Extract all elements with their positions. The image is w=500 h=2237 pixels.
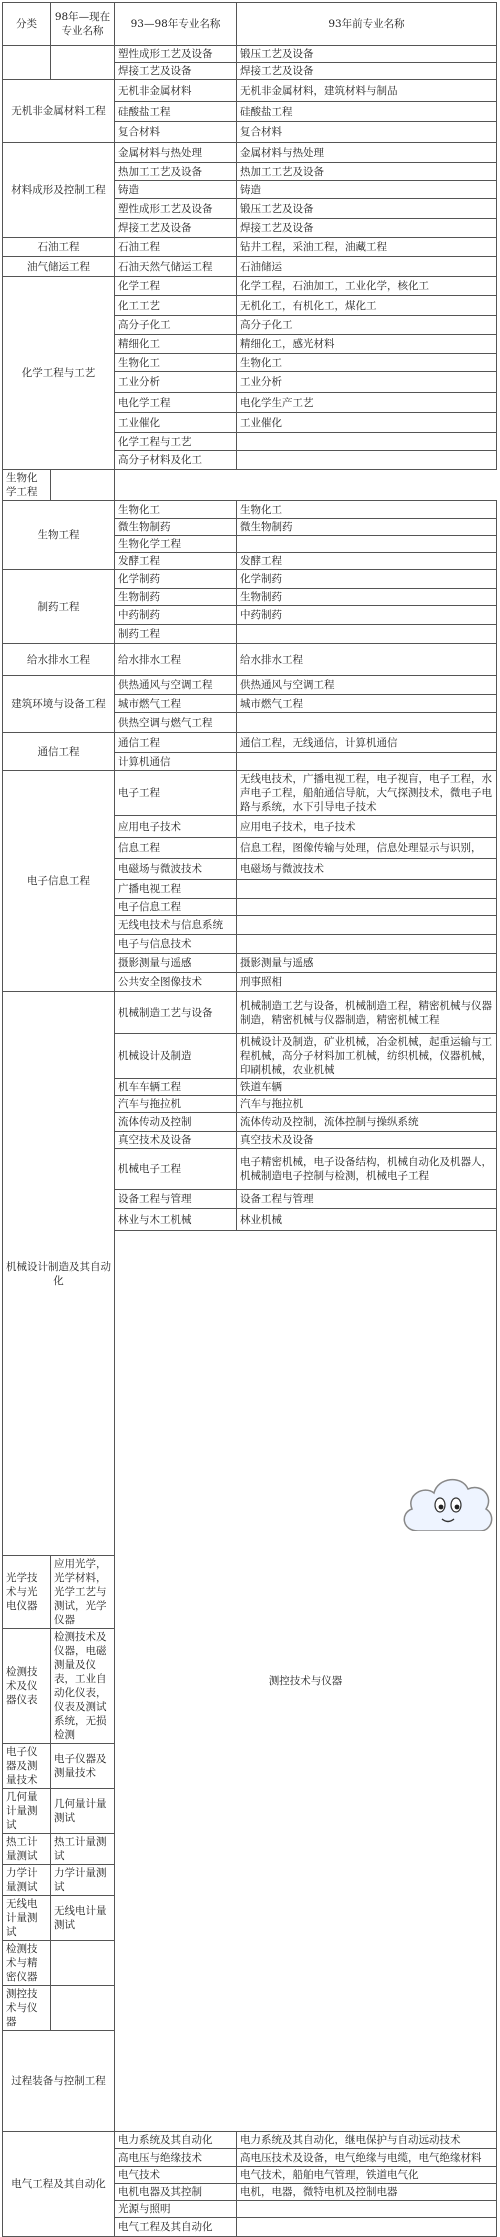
major-name-cell: 真空技术及设备: [115, 1132, 237, 1149]
major-name-cell: 光源与照明: [115, 2201, 237, 2218]
old-major-name-cell: 铸造: [237, 181, 497, 199]
table-row: [3, 644, 497, 676]
major-name-cell: 机车车辆工程: [115, 1079, 237, 1096]
category-cell: 测控技术与仪器: [115, 1231, 497, 2132]
major-name-cell: 工业催化: [115, 413, 237, 433]
old-major-name-cell: 化学制药: [237, 570, 497, 589]
category-cell: 机械设计制造及其自动化: [3, 992, 115, 1556]
old-major-name-cell: 高电压技术及设备，电气绝缘与电缆，电气绝缘材料: [237, 2149, 497, 2167]
major-name-cell: 公共安全图像技术: [115, 973, 237, 992]
major-name-cell: 光学技术与光电仪器: [3, 1556, 51, 1629]
old-major-name-cell: [237, 916, 497, 935]
major-name-cell: 通信工程: [115, 733, 237, 753]
old-major-name-cell: 生物制药: [237, 589, 497, 606]
table-row: [3, 676, 497, 695]
old-major-name-cell: [237, 713, 497, 733]
old-major-name-cell: 无线电技术，广播电视工程，电子视盲，电子工程，水声电子工程，船舶通信导航，大气探测技术，微电子电路与系统，水下引导电子技术: [237, 771, 497, 816]
old-major-name-cell: 林业机械: [237, 1209, 497, 1231]
old-major-name-cell: [51, 1941, 115, 1986]
major-name-cell: 给水排水工程: [115, 644, 237, 676]
table-row: [3, 238, 497, 257]
category-cell: 材料成形及控制工程: [3, 143, 115, 238]
major-name-cell: 生物化学工程: [3, 470, 51, 501]
major-name-cell: 高分子材料及化工: [115, 451, 237, 470]
old-major-name-cell: [237, 2201, 497, 2218]
major-name-cell: 化学制药: [115, 570, 237, 589]
major-name-cell: 摄影测量与遥感: [115, 954, 237, 973]
major-name-cell: 生物化工: [115, 354, 237, 372]
major-name-cell: 热加工工艺及设备: [115, 163, 237, 181]
major-name-cell: 热工计量测试: [3, 1834, 51, 1865]
category-cell: 给水排水工程: [3, 644, 115, 676]
header-current-name: 98年—现在专业名称: [51, 3, 115, 46]
old-major-name-cell: 工业分析: [237, 372, 497, 393]
old-major-name-cell: 精细化工，感光材料: [237, 335, 497, 354]
major-name-cell: 发酵工程: [115, 553, 237, 570]
old-major-name-cell: 电机，电器，微特电机及控制电器: [237, 2184, 497, 2201]
table-row: [3, 46, 497, 63]
major-name-cell: 力学计量测试: [3, 1865, 51, 1896]
major-name-cell: 机械设计及制造: [115, 1034, 237, 1079]
major-name-cell: 流体传动及控制: [115, 1113, 237, 1132]
table-row: [3, 733, 497, 753]
old-major-name-cell: [237, 2218, 497, 2237]
major-name-cell: 化工工艺: [115, 296, 237, 316]
header-old-name: 93年前专业名称: [237, 3, 497, 46]
table-row: [3, 501, 497, 519]
major-name-cell: 复合材料: [115, 122, 237, 143]
major-name-cell: 供热空调与燃气工程: [115, 713, 237, 733]
major-name-cell: 塑性成形工艺及设备: [115, 46, 237, 63]
major-name-cell: 机械电子工程: [115, 1149, 237, 1190]
table-row: [3, 257, 497, 277]
old-major-name-cell: 通信工程，无线通信，计算机通信: [237, 733, 497, 753]
old-major-name-cell: 电化学生产工艺: [237, 393, 497, 413]
major-comparison-table-container: [2, 2, 496, 2237]
old-major-name-cell: 应用电子技术，电子技术: [237, 816, 497, 838]
major-name-cell: 化学工程与工艺: [115, 433, 237, 451]
old-major-name-cell: [237, 880, 497, 899]
old-major-name-cell: 铁道车辆: [237, 1079, 497, 1096]
old-major-name-cell: 高分子化工: [237, 316, 497, 335]
major-name-cell: 电气工程及其自动化: [115, 2218, 237, 2237]
old-major-name-cell: [237, 753, 497, 771]
major-name-cell: 信息工程: [115, 838, 237, 859]
old-major-name-cell: 无线电计量测试: [51, 1896, 115, 1941]
old-major-name-cell: 生物化工: [237, 354, 497, 372]
old-major-name-cell: 中药制药: [237, 606, 497, 625]
current-name-cell-empty: [51, 46, 115, 80]
major-name-cell: 化学工程: [115, 277, 237, 296]
old-major-name-cell: 信息工程，图像传输与处理，信息处理显示与识别，: [237, 838, 497, 859]
major-name-cell: 应用电子技术: [115, 816, 237, 838]
old-major-name-cell: 供热通风与空调工程: [237, 676, 497, 695]
major-name-cell: 硅酸盐工程: [115, 102, 237, 122]
old-major-name-cell: 城市燃气工程: [237, 695, 497, 713]
old-major-name-cell: 流体传动及控制，流体控制与操纵系统: [237, 1113, 497, 1132]
major-name-cell: 生物化学工程: [115, 536, 237, 553]
old-major-name-cell: 应用光学，光学材料，光学工艺与测试，光学仪器: [51, 1556, 115, 1629]
old-major-name-cell: 机械制造工艺与设备，机械制造工程，精密机械与仪器制造，精密机械与仪器制造，精密机械工程: [237, 992, 497, 1034]
major-name-cell: 供热通风与空调工程: [115, 676, 237, 695]
major-name-cell: 电子工程: [115, 771, 237, 816]
major-name-cell: 金属材料与热处理: [115, 143, 237, 163]
old-major-name-cell: 焊接工艺及设备: [237, 63, 497, 80]
table-row: [3, 277, 497, 296]
major-name-cell: 铸造: [115, 181, 237, 199]
old-major-name-cell: 刑事照相: [237, 973, 497, 992]
old-major-name-cell: [237, 899, 497, 916]
category-cell: 油气储运工程: [3, 257, 115, 277]
major-name-cell: 广播电视工程: [115, 880, 237, 899]
major-name-cell: 高电压与绝缘技术: [115, 2149, 237, 2167]
old-major-name-cell: 金属材料与热处理: [237, 143, 497, 163]
old-major-name-cell: 无机化工，有机化工，煤化工: [237, 296, 497, 316]
category-cell: 通信工程: [3, 733, 115, 771]
major-name-cell: 电子仪器及测量技术: [3, 1744, 51, 1789]
major-name-cell: 林业与木工机械: [115, 1209, 237, 1231]
old-major-name-cell: [237, 935, 497, 954]
old-major-name-cell: 电气技术，船舶电气管理，铁道电气化: [237, 2167, 497, 2184]
major-name-cell: 电子与信息技术: [115, 935, 237, 954]
cloud-mascot-icon: [396, 1469, 496, 1531]
major-name-cell: 电子信息工程: [115, 899, 237, 916]
major-name-cell: 石油工程: [115, 238, 237, 257]
major-name-cell: 焊接工艺及设备: [115, 219, 237, 238]
old-major-name-cell: 给水排水工程: [237, 644, 497, 676]
old-major-name-cell: 锻压工艺及设备: [237, 46, 497, 63]
major-name-cell: 生物化工: [115, 501, 237, 519]
major-comparison-table: [2, 2, 497, 2237]
old-major-name-cell: 电磁场与微波技术: [237, 859, 497, 880]
major-name-cell: 石油天然气储运工程: [115, 257, 237, 277]
major-name-cell: 无线电技术与信息系统: [115, 916, 237, 935]
old-major-name-cell: 热工计量测试: [51, 1834, 115, 1865]
major-name-cell: 无线电计量测试: [3, 1896, 51, 1941]
old-major-name-cell: 摄影测量与遥感: [237, 954, 497, 973]
old-major-name-cell: 焊接工艺及设备: [237, 219, 497, 238]
major-name-cell: 无机非金属材料: [115, 80, 237, 102]
table-row: [3, 470, 497, 501]
old-major-name-cell: 检测技术及仪器，电磁测量及仪表，工业自动化仪表，仪表及测试系统，无损检测: [51, 1629, 115, 1744]
category-cell: 电气工程及其自动化: [3, 2132, 115, 2237]
old-major-name-cell: 电子精密机械，电子设备结构，机械自动化及机器人，机械制造电子控制与检测，机械电子工程: [237, 1149, 497, 1190]
category-cell-empty: [3, 46, 51, 80]
old-major-name-cell: [51, 470, 115, 501]
old-major-name-cell: 硅酸盐工程: [237, 102, 497, 122]
old-major-name-cell: [237, 433, 497, 451]
old-major-name-cell: 机械设计及制造，矿业机械，冶金机械，起重运输与工程机械，高分子材料加工机械，纺织机械，仪器机械，印刷机械，农业机械: [237, 1034, 497, 1079]
old-major-name-cell: 化学工程，石油加工，工业化学，核化工: [237, 277, 497, 296]
major-name-cell: 电磁场与微波技术: [115, 859, 237, 880]
old-major-name-cell: 设备工程与管理: [237, 1190, 497, 1209]
table-row: [3, 2132, 497, 2149]
old-major-name-cell: 锻压工艺及设备: [237, 199, 497, 219]
major-name-cell: 精细化工: [115, 335, 237, 354]
category-cell: 化学工程与工艺: [3, 277, 115, 470]
major-name-cell: 电化学工程: [115, 393, 237, 413]
old-major-name-cell: 真空技术及设备: [237, 1132, 497, 1149]
major-name-cell: 工业分析: [115, 372, 237, 393]
category-cell: 石油工程: [3, 238, 115, 257]
table-header-row: [3, 3, 497, 46]
category-cell: 生物工程: [3, 501, 115, 570]
major-name-cell: 焊接工艺及设备: [115, 63, 237, 80]
old-major-name-cell: [237, 625, 497, 644]
old-major-name-cell: 复合材料: [237, 122, 497, 143]
major-name-cell: 电力系统及其自动化: [115, 2132, 237, 2149]
old-major-name-cell: 力学计量测试: [51, 1865, 115, 1896]
old-major-name-cell: 生物化工: [237, 501, 497, 519]
major-name-cell: 电气技术: [115, 2167, 237, 2184]
major-name-cell: 计算机通信: [115, 753, 237, 771]
major-name-cell: 中药制药: [115, 606, 237, 625]
table-row: [3, 570, 497, 589]
old-major-name-cell: 电力系统及其自动化，继电保护与自动远动技术: [237, 2132, 497, 2149]
old-major-name-cell: 石油储运: [237, 257, 497, 277]
old-major-name-cell: 微生物制药: [237, 519, 497, 536]
category-cell: 电子信息工程: [3, 771, 115, 992]
major-name-cell: 塑性成形工艺及设备: [115, 199, 237, 219]
category-cell: 建筑环境与设备工程: [3, 676, 115, 733]
category-cell: 制药工程: [3, 570, 115, 644]
category-cell: 过程装备与控制工程: [3, 2031, 115, 2132]
table-row: [3, 771, 497, 816]
major-name-cell: 几何量计量测试: [3, 1789, 51, 1834]
old-major-name-cell: 发酵工程: [237, 553, 497, 570]
old-major-name-cell: 几何量计量测试: [51, 1789, 115, 1834]
major-name-cell: 测控技术与仪器: [3, 1986, 51, 2031]
major-name-cell: 汽车与拖拉机: [115, 1096, 237, 1113]
old-major-name-cell: 电子仪器及测量技术: [51, 1744, 115, 1789]
old-major-name-cell: [51, 1986, 115, 2031]
old-major-name-cell: [237, 536, 497, 553]
table-row: [3, 143, 497, 163]
major-name-cell: 制药工程: [115, 625, 237, 644]
old-major-name-cell: 无机非金属材料，建筑材料与制品: [237, 80, 497, 102]
major-name-cell: 城市燃气工程: [115, 695, 237, 713]
major-name-cell: 电机电器及其控制: [115, 2184, 237, 2201]
old-major-name-cell: [237, 451, 497, 470]
table-row: [3, 80, 497, 102]
major-name-cell: 检测技术及仪器仪表: [3, 1629, 51, 1744]
major-name-cell: 高分子化工: [115, 316, 237, 335]
major-name-cell: 检测技术与精密仪器: [3, 1941, 51, 1986]
header-category: 分类: [3, 3, 51, 46]
major-name-cell: 微生物制药: [115, 519, 237, 536]
old-major-name-cell: 钻井工程，采油工程，油藏工程: [237, 238, 497, 257]
header-range-name: 93—98年专业名称: [115, 3, 237, 46]
major-name-cell: 机械制造工艺与设备: [115, 992, 237, 1034]
old-major-name-cell: 汽车与拖拉机: [237, 1096, 497, 1113]
major-name-cell: 生物制药: [115, 589, 237, 606]
old-major-name-cell: 工业催化: [237, 413, 497, 433]
old-major-name-cell: 热加工工艺及设备: [237, 163, 497, 181]
table-body: [3, 46, 497, 2237]
table-row: [3, 992, 497, 1034]
major-name-cell: 设备工程与管理: [115, 1190, 237, 1209]
category-cell: 无机非金属材料工程: [3, 80, 115, 143]
